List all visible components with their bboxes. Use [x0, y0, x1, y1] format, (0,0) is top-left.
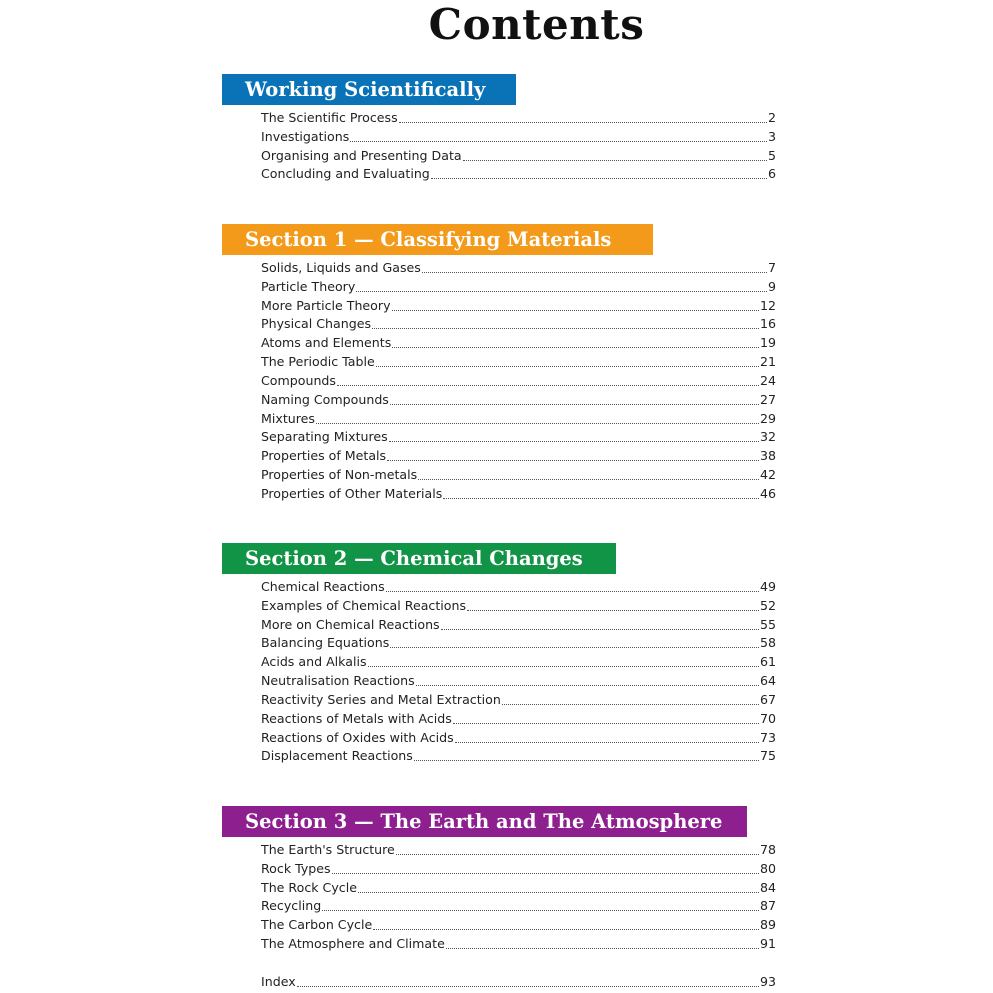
- entry-title: Examples of Chemical Reactions: [261, 597, 467, 613]
- dot-leader: [422, 271, 767, 273]
- toc-entry[interactable]: [261, 445, 776, 464]
- toc-entry[interactable]: [261, 746, 776, 765]
- toc-entry[interactable]: [261, 314, 776, 333]
- entry-page-number: 9: [767, 278, 776, 294]
- toc-entry[interactable]: [261, 576, 776, 595]
- entry-title: Concluding and Evaluating: [261, 166, 430, 182]
- toc-entry[interactable]: [261, 351, 776, 370]
- entry-title: Reactivity Series and Metal Extraction: [261, 691, 501, 707]
- toc-entry[interactable]: [261, 614, 776, 633]
- entry-page-number: 87: [759, 898, 776, 914]
- entry-page-number: 16: [759, 316, 776, 332]
- entry-title: Properties of Other Materials: [261, 485, 443, 501]
- dot-leader: [416, 684, 759, 686]
- index-entry-container: [261, 971, 776, 990]
- entry-page-number: 38: [759, 448, 776, 464]
- section-heading-banner: Section 2 — Chemical Changes: [222, 543, 616, 574]
- section-heading-banner: Section 3 — The Earth and The Atmosphere: [222, 806, 747, 837]
- entry-title: Compounds: [261, 372, 336, 388]
- entry-page-number: 78: [759, 841, 776, 857]
- toc-entry[interactable]: [261, 276, 776, 295]
- dot-leader: [399, 121, 767, 123]
- entry-page-number: 70: [759, 710, 776, 726]
- entry-title: The Carbon Cycle: [261, 917, 373, 933]
- entry-title: Rock Types: [261, 860, 331, 876]
- entry-page-number: 6: [767, 166, 776, 182]
- section-heading-banner: Section 1 — Classifying Materials: [222, 224, 653, 255]
- toc-entry[interactable]: [261, 877, 776, 896]
- entry-page-number: 91: [759, 936, 776, 952]
- entry-title: Displacement Reactions: [261, 748, 413, 764]
- entry-title: Particle Theory: [261, 278, 356, 294]
- entry-page-number: 73: [759, 729, 776, 745]
- dot-leader: [390, 403, 759, 405]
- entry-title: More Particle Theory: [261, 297, 391, 313]
- toc-entry[interactable]: [261, 914, 776, 933]
- entry-title: The Earth's Structure: [261, 841, 395, 857]
- entry-title: Investigations: [261, 128, 350, 144]
- entry-title: Chemical Reactions: [261, 578, 385, 594]
- entry-page-number: 89: [759, 917, 776, 933]
- entry-page-number: 58: [759, 635, 776, 651]
- entry-page-number: 5: [767, 147, 776, 163]
- toc-entry[interactable]: [261, 464, 776, 483]
- entry-title: Separating Mixtures: [261, 429, 388, 445]
- entry-title: Neutralisation Reactions: [261, 673, 415, 689]
- entry-page-number: 32: [759, 429, 776, 445]
- toc-entry[interactable]: [261, 651, 776, 670]
- entry-page-number: 21: [759, 354, 776, 370]
- toc-entry[interactable]: [261, 595, 776, 614]
- entry-title: Reactions of Metals with Acids: [261, 710, 452, 726]
- entry-title: The Periodic Table: [261, 354, 375, 370]
- toc-entry[interactable]: [261, 839, 776, 858]
- dot-leader: [441, 628, 759, 630]
- entry-title: Index: [261, 973, 296, 989]
- dot-leader: [455, 741, 759, 743]
- entry-title: Recycling: [261, 898, 322, 914]
- dot-leader: [392, 346, 759, 348]
- section-heading-banner: Working Scientifically: [222, 74, 516, 105]
- entry-page-number: 24: [759, 372, 776, 388]
- entry-title: Organising and Presenting Data: [261, 147, 462, 163]
- dot-leader: [502, 703, 759, 705]
- entry-page-number: 12: [759, 297, 776, 313]
- entry-title: Naming Compounds: [261, 391, 389, 407]
- dot-leader: [446, 947, 759, 949]
- entry-page-number: 61: [759, 654, 776, 670]
- toc-entry[interactable]: [261, 389, 776, 408]
- dot-leader: [316, 422, 759, 424]
- entry-page-number: 80: [759, 860, 776, 876]
- toc-entry[interactable]: [261, 107, 776, 126]
- entry-page-number: 52: [759, 597, 776, 613]
- entry-page-number: 7: [767, 259, 776, 275]
- entry-page-number: 19: [759, 335, 776, 351]
- toc-entry[interactable]: [261, 295, 776, 314]
- dot-leader: [372, 327, 759, 329]
- toc-entry[interactable]: [261, 483, 776, 502]
- entry-title: Properties of Metals: [261, 448, 387, 464]
- dot-leader: [443, 497, 759, 499]
- toc-entry[interactable]: [261, 126, 776, 145]
- dot-leader: [356, 290, 767, 292]
- entry-title: The Atmosphere and Climate: [261, 936, 445, 952]
- toc-entry-list: [261, 257, 776, 502]
- dot-leader: [337, 384, 759, 386]
- dot-leader: [368, 665, 759, 667]
- toc-entry-list: [261, 107, 776, 182]
- entry-page-number: 55: [759, 616, 776, 632]
- dot-leader: [386, 590, 759, 592]
- entry-page-number: 3: [767, 128, 776, 144]
- entry-title: Atoms and Elements: [261, 335, 392, 351]
- dot-leader: [387, 459, 759, 461]
- dot-leader: [376, 365, 759, 367]
- dot-leader: [414, 759, 759, 761]
- entry-page-number: 84: [759, 879, 776, 895]
- entry-page-number: 46: [759, 485, 776, 501]
- toc-entry[interactable]: [261, 689, 776, 708]
- toc-entry[interactable]: [261, 896, 776, 915]
- entry-page-number: 49: [759, 578, 776, 594]
- toc-entry[interactable]: [261, 633, 776, 652]
- entry-page-number: 27: [759, 391, 776, 407]
- dot-leader: [350, 140, 767, 142]
- toc-entry[interactable]: [261, 427, 776, 446]
- page-title: Contents: [428, 0, 645, 49]
- dot-leader: [373, 928, 759, 930]
- entry-title: The Rock Cycle: [261, 879, 357, 895]
- entry-page-number: 67: [759, 691, 776, 707]
- toc-entry-list: [261, 839, 776, 952]
- entry-title: Reactions of Oxides with Acids: [261, 729, 454, 745]
- toc-entry[interactable]: [261, 670, 776, 689]
- entry-page-number: 42: [759, 467, 776, 483]
- dot-leader: [463, 159, 767, 161]
- toc-entry[interactable]: [261, 408, 776, 427]
- entry-title: Properties of Non-metals: [261, 467, 418, 483]
- entry-title: Mixtures: [261, 410, 315, 426]
- dot-leader: [467, 609, 759, 611]
- entry-page-number: 64: [759, 673, 776, 689]
- entry-title: Solids, Liquids and Gases: [261, 259, 421, 275]
- toc-entry[interactable]: [261, 332, 776, 351]
- dot-leader: [297, 985, 759, 987]
- toc-entry[interactable]: [261, 145, 776, 164]
- dot-leader: [418, 478, 759, 480]
- entry-title: Balancing Equations: [261, 635, 390, 651]
- toc-entry[interactable]: [261, 708, 776, 727]
- dot-leader: [322, 909, 759, 911]
- entry-title: More on Chemical Reactions: [261, 616, 440, 632]
- dot-leader: [390, 646, 759, 648]
- entry-title: Acids and Alkalis: [261, 654, 367, 670]
- toc-entry[interactable]: [261, 257, 776, 276]
- toc-entry-list: [261, 576, 776, 764]
- entry-page-number: 75: [759, 748, 776, 764]
- toc-entry[interactable]: [261, 370, 776, 389]
- dot-leader: [396, 853, 759, 855]
- dot-leader: [389, 440, 759, 442]
- toc-entry[interactable]: [261, 858, 776, 877]
- toc-entry-index[interactable]: [261, 971, 776, 990]
- dot-leader: [392, 309, 759, 311]
- entry-page-number: 2: [767, 109, 776, 125]
- entry-page-number: 93: [759, 973, 776, 989]
- dot-leader: [453, 722, 759, 724]
- dot-leader: [431, 177, 767, 179]
- toc-entry[interactable]: [261, 933, 776, 952]
- entry-title: The Scientific Process: [261, 109, 398, 125]
- dot-leader: [358, 891, 759, 893]
- dot-leader: [332, 872, 759, 874]
- entry-title: Physical Changes: [261, 316, 372, 332]
- toc-entry[interactable]: [261, 164, 776, 183]
- toc-entry[interactable]: [261, 727, 776, 746]
- entry-page-number: 29: [759, 410, 776, 426]
